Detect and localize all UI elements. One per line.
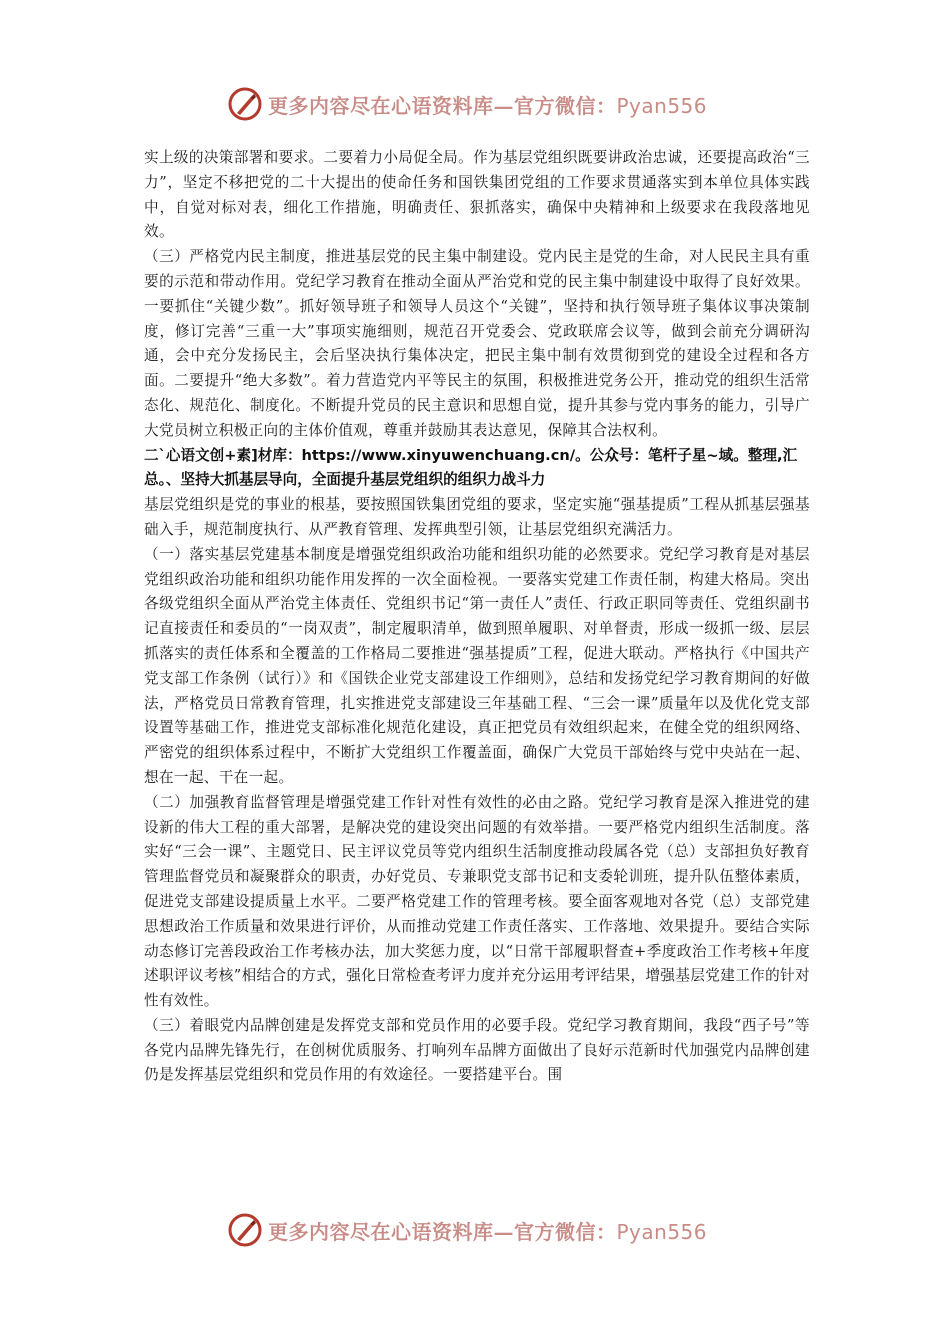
- header-text: 更多内容尽在心语资料库—官方微信：Pyan556: [268, 93, 708, 118]
- paragraph: （一）落实基层党建基本制度是增强党组织政治功能和组织功能的必然要求。党纪学习教育是对基层党组织政治功能和组织功能作用发挥的一次全面检视。一要落实党建工作责任制，构建大格局。突出各级党组织全面从严治党主体责任、党组织书记“第一责任人”责任、行政正职同等责任、党组织副书记直接责任和委员的“一岗双责”，制定履职清单，做到照单履职、对单督责，形成一级抓一级、层层抓落实的责任体系和全覆盖的工作格局二要推进“强基提质”工程，促进大联动。严格执行《中国共产党支部工作条例（试行）》和《国铁企业党支部建设工作细则》，总结和发扬党纪学习教育期间的好做法，严格党员日常教育管理，扎实推进党支部建设三年基础工程、“三会一课”质量年以及优化党支部设置等基础工作，推进党支部标准化规范化建设，真正把党员有效组织起来，在健全党的组织网络、严密党的组织体系过程中，不断扩大党组织工作覆盖面，确保广大党员干部始终与党中央站在一起、想在一起、干在一起。: [144, 545, 810, 786]
- paragraph: （三）严格党内民主制度，推进基层党的民主集中制建设。党内民主是党的生命，对人民民主具有重要的示范和带动作用。党纪学习教育在推动全面从严治党和党的民主集中制建设中取得了良好效果。一要抓住“关键少数”。抓好领导班子和领导人员这个“关键”，坚持和执行领导班子集体议事决策制度，修订完善“三重一大”事项实施细则，规范召开党委会、党政联席会议等，做到会前充分调研沟通，会中充分发扬民主，会后坚决执行集体决定，把民主集中制有效贯彻到党的建设全过程和各方面。二要提升“绝大多数”。着力营造党内平等民主的氛围，积极推进党务公开，推动党的组织生活常态化、规范化、制度化。不断提升党员的民主意识和思想自觉，提升其参与党内事务的能力，引导广大党员树立积极正向的主体价值观，尊重并鼓励其表达意见，保障其合法权利。: [144, 248, 810, 439]
- header-banner: [228, 84, 728, 124]
- footer-banner: [228, 1210, 728, 1250]
- paragraph: 基层党组织是党的事业的根基，要按照国铁集团党组的要求，坚定实施“强基提质”工程从抓基层强基础入手，规范制度执行、从严教育管理、发挥典型引领，让基层党组织充满活力。: [144, 496, 810, 538]
- pen-logo-icon: [228, 87, 262, 121]
- paragraph: （二）加强教育监督管理是增强党建工作针对性有效性的必由之路。党纪学习教育是深入推进党的建设新的伟大工程的重大部署，是解决党的建设突出问题的有效举措。一要严格党内组织生活制度。落实好“三会一课”、主题党日、民主评议党员等党内组织生活制度推动段属各党（总）支部担负好教育管理监督党员和凝聚群众的职责，办好党员、专兼职党支部书记和支委轮训班，提升队伍整体素质，促进党支部建设提质量上水平。二要严格党建工作的管理考核。要全面客观地对各党（总）支部党建思想政治工作质量和效果进行评价，从而推动党建工作责任落实、工作落地、效果提升。要结合实际动态修订完善段政治工作考核办法，加大奖惩力度，以“日常干部履职督查+季度政治工作考核+年度述职评议考核”相结合的方式，强化日常检查考评力度并充分运用考评结果，增强基层党建工作的针对性有效性。: [144, 793, 810, 1010]
- document-body: [144, 146, 810, 1088]
- paragraph: （三）着眼党内品牌创建是发挥党支部和党员作用的必要手段。党纪学习教育期间，我段“西子号”等各党内品牌先锋先行，在创树优质服务、打响列车品牌方面做出了良好示范新时代加强党内品牌创建仍是发挥基层党组织和党员作用的有效途径。一要搭建平台。围: [144, 1016, 810, 1084]
- paragraph: 实上级的决策部署和要求。二要着力小局促全局。作为基层党组织既要讲政治忠诚，还要提高政治“三力”，坚定不移把党的二十大提出的使命任务和国铁集团党组的工作要求贯通落实到本单位具体实践中，自觉对标对表，细化工作措施，明确责任、狠抓落实，确保中央精神和上级要求在我段落地见效。: [144, 149, 810, 241]
- footer-text: 更多内容尽在心语资料库—官方微信：Pyan556: [268, 1219, 708, 1244]
- pen-logo-icon: [228, 1213, 262, 1247]
- section-heading: 二`心语文创+素]材库：https://www.xinyuwenchuang.cn/。公众号：笔杆子星~域。整理,汇总。、坚持大抓基层导向，全面提升基层党组织的组织力战斗力: [144, 446, 798, 489]
